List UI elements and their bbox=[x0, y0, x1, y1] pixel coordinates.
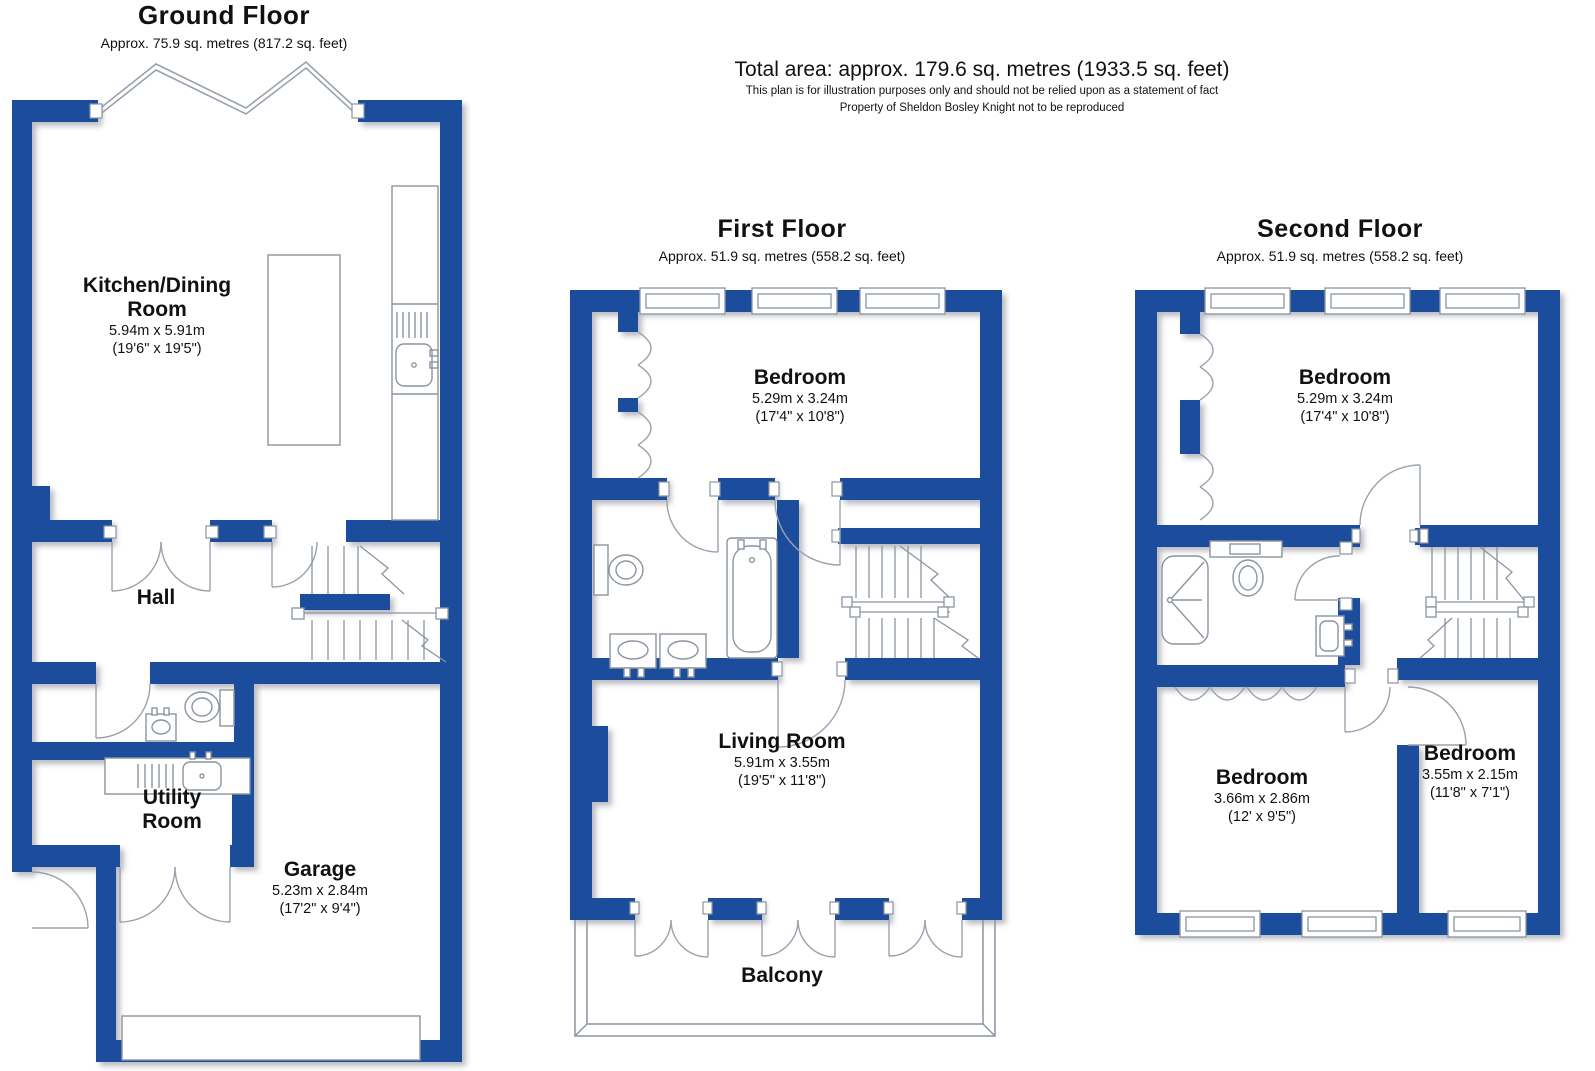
first-closet-doors bbox=[638, 332, 651, 478]
second-stairs bbox=[1420, 547, 1534, 658]
second-closet-doors bbox=[1200, 334, 1213, 520]
room-label-utility: Utility Room bbox=[142, 786, 202, 833]
room-label-bedroom-second-left: Bedroom 3.66m x 2.86m (12' x 9'5") bbox=[1214, 766, 1310, 825]
room-label-garage: Garage 5.23m x 2.84m (17'2" x 9'4") bbox=[272, 858, 368, 917]
bifold-doors bbox=[98, 62, 358, 116]
bathroom-toilet bbox=[594, 545, 643, 595]
kitchen-island bbox=[268, 255, 340, 445]
total-area-block bbox=[652, 58, 1312, 116]
shower-room-toilet bbox=[1210, 541, 1282, 596]
room-label-bedroom-second-right: Bedroom 3.55m x 2.15m (11'8" x 7'1") bbox=[1422, 742, 1518, 801]
first-windows bbox=[640, 288, 945, 314]
first-floor-title-block bbox=[572, 215, 992, 264]
disclaimer-line-1: This plan is for illustration purposes only and should not be relied upon as a statement of fact bbox=[745, 85, 1219, 98]
room-label-hall: Hall bbox=[136, 586, 176, 609]
disclaimer-line-2: Property of Sheldon Bosley Knight not to be reproduced bbox=[839, 102, 1125, 115]
wc-toilet bbox=[185, 690, 234, 726]
kitchen-sink bbox=[396, 344, 432, 386]
kitchen-counter bbox=[392, 186, 438, 520]
wc-basin bbox=[146, 708, 176, 741]
room-label-bedroom-first: Bedroom 5.29m x 3.24m (17'4" x 10'8") bbox=[752, 366, 848, 425]
first-floor-area: Approx. 51.9 sq. metres (558.2 sq. feet) bbox=[658, 247, 906, 264]
ground-floor-area: Approx. 75.9 sq. metres (817.2 sq. feet) bbox=[100, 34, 348, 51]
first-stairs bbox=[842, 546, 978, 658]
sink-drainer-lines bbox=[397, 312, 427, 338]
second-floor-area: Approx. 51.9 sq. metres (558.2 sq. feet) bbox=[1216, 247, 1464, 264]
ground-floor-title-block bbox=[14, 1, 434, 51]
room-label-balcony: Balcony bbox=[741, 964, 823, 987]
shower-tray bbox=[1162, 556, 1208, 644]
room-label-living: Living Room 5.91m x 3.55m (19'5" x 11'8") bbox=[718, 730, 846, 789]
garage-door bbox=[122, 1016, 420, 1060]
ground-floor-title: Ground Floor bbox=[137, 0, 311, 30]
total-area-text: Total area: approx. 179.6 sq. metres (1933.5 sq. feet) bbox=[734, 58, 1230, 81]
room-label-kitchen: Kitchen/Dining Room 5.94m x 5.91m (19'6" x 19'5") bbox=[82, 274, 232, 357]
first-floor-title: First Floor bbox=[717, 215, 847, 243]
second-floor-title: Second Floor bbox=[1257, 215, 1423, 243]
wardrobe-doors bbox=[1175, 687, 1317, 700]
second-doors bbox=[1295, 465, 1466, 745]
second-floor-title-block bbox=[1130, 215, 1550, 264]
bathroom-bath bbox=[727, 538, 777, 658]
room-label-bedroom-second-main: Bedroom 5.29m x 3.24m (17'4" x 10'8") bbox=[1297, 366, 1393, 425]
